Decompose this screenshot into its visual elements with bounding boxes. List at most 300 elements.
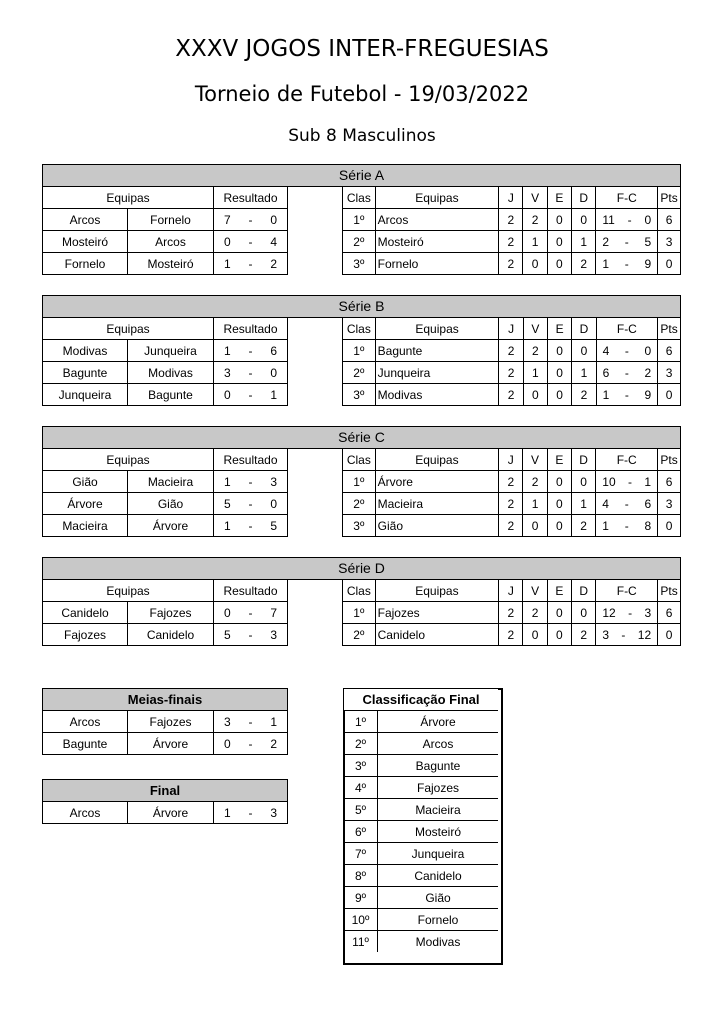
home-team: Mosteiró — [43, 231, 128, 253]
document-subtitle: Torneio de Futebol - 19/03/2022 — [194, 82, 530, 106]
equipas-header: Equipas — [375, 187, 499, 209]
score-away: 1 — [270, 387, 277, 402]
position: 3º — [343, 253, 376, 275]
table-row — [343, 624, 681, 646]
clas-header: Clas — [343, 449, 376, 471]
table-row — [43, 340, 288, 362]
serie-block — [42, 295, 681, 421]
team-name: Modivas — [375, 384, 499, 406]
table-row — [43, 362, 288, 384]
equipas-header: Equipas — [43, 318, 214, 340]
table-row — [343, 515, 681, 537]
score-home: 6 — [602, 365, 610, 380]
e-header: E — [547, 187, 571, 209]
standings-table — [342, 317, 681, 406]
table-row — [344, 733, 498, 755]
team-name: Bagunte — [375, 340, 499, 362]
home-team: Fornelo — [43, 253, 128, 275]
draws: 0 — [547, 471, 571, 493]
points: 3 — [658, 493, 681, 515]
j-header: J — [499, 318, 523, 340]
draws: 0 — [547, 515, 571, 537]
score-home: 1 — [602, 387, 610, 402]
score-home: 1 — [602, 518, 609, 533]
home-team: Gião — [43, 471, 128, 493]
losses: 1 — [571, 493, 595, 515]
score-home: 3 — [224, 365, 231, 380]
score-home: 5 — [224, 627, 231, 642]
score-away: 0 — [270, 365, 277, 380]
table-row — [343, 253, 681, 275]
document-title: XXXV JOGOS INTER-FREGUESIAS — [175, 36, 549, 62]
d-header: D — [572, 580, 596, 602]
away-team: Árvore — [128, 733, 214, 755]
team-name: Fornelo — [378, 909, 499, 931]
home-team: Modivas — [43, 340, 128, 362]
wins: 1 — [523, 231, 547, 253]
home-team: Arcos — [43, 209, 128, 231]
score-separator: - — [624, 496, 629, 511]
score-separator: - — [624, 234, 629, 249]
table-row — [43, 515, 288, 537]
games-played: 2 — [499, 493, 523, 515]
points: 6 — [658, 209, 681, 231]
points: 0 — [658, 384, 681, 406]
position: 7º — [344, 843, 378, 865]
j-header: J — [499, 187, 523, 209]
games-played: 2 — [499, 515, 523, 537]
team-name: Modivas — [378, 931, 499, 953]
final-classification-table — [344, 689, 498, 952]
goals-cell — [596, 209, 658, 231]
score-home: 0 — [224, 736, 231, 751]
table-row — [344, 843, 498, 865]
team-name: Gião — [375, 515, 499, 537]
score-separator: - — [628, 474, 633, 489]
score-away: 6 — [644, 496, 652, 511]
score-away: 9 — [644, 387, 652, 402]
losses: 0 — [572, 602, 596, 624]
score-away: 3 — [270, 474, 277, 489]
wins: 2 — [523, 340, 547, 362]
table-row — [43, 231, 288, 253]
score-home: 5 — [224, 496, 231, 511]
pts-header: Pts — [658, 187, 681, 209]
team-name: Fajozes — [375, 602, 499, 624]
away-team: Junqueira — [128, 340, 214, 362]
goals-cell — [596, 471, 658, 493]
result-cell — [214, 231, 288, 253]
score-separator: - — [248, 518, 253, 533]
score-away: 3 — [270, 627, 277, 642]
clas-header: Clas — [343, 318, 376, 340]
result-cell — [214, 711, 288, 733]
away-team: Árvore — [128, 515, 214, 537]
score-separator: - — [248, 714, 253, 729]
away-team: Mosteiró — [128, 253, 214, 275]
team-name: Junqueira — [378, 843, 499, 865]
score-separator: - — [248, 365, 253, 380]
table-header-row — [43, 318, 288, 340]
away-team: Canidelo — [128, 624, 214, 646]
games-table — [42, 579, 288, 646]
score-separator: - — [248, 343, 253, 358]
team-name: Macieira — [375, 493, 499, 515]
away-team: Gião — [128, 493, 214, 515]
table-row — [43, 624, 288, 646]
team-name: Arcos — [378, 733, 499, 755]
score-separator: - — [621, 627, 626, 642]
wins: 2 — [523, 471, 547, 493]
draws: 0 — [548, 340, 572, 362]
home-team: Bagunte — [43, 362, 128, 384]
table-row — [344, 711, 498, 733]
table-header-row — [343, 187, 681, 209]
table-row — [344, 865, 498, 887]
result-cell — [214, 493, 288, 515]
score-separator: - — [248, 474, 253, 489]
pts-header: Pts — [658, 449, 681, 471]
position: 1º — [343, 602, 376, 624]
serie-title: Série C — [42, 426, 681, 449]
position: 3º — [344, 755, 378, 777]
points: 6 — [658, 471, 681, 493]
resultado-header: Resultado — [214, 449, 288, 471]
table-row — [344, 799, 498, 821]
table-header-row — [343, 580, 681, 602]
table-row — [43, 471, 288, 493]
equipas-header: Equipas — [375, 449, 499, 471]
home-team: Bagunte — [43, 733, 128, 755]
away-team: Arcos — [128, 231, 214, 253]
wins: 1 — [523, 362, 547, 384]
score-away: 5 — [644, 234, 652, 249]
position: 9º — [344, 887, 378, 909]
score-home: 1 — [224, 256, 231, 271]
team-name: Canidelo — [378, 865, 499, 887]
score-away: 0 — [270, 212, 277, 227]
semifinals-table — [42, 688, 288, 755]
table-row — [43, 733, 288, 755]
serie-title: Série A — [42, 164, 681, 187]
equipas-header: Equipas — [43, 449, 214, 471]
table-row — [343, 209, 681, 231]
goals-cell — [596, 515, 658, 537]
draws: 0 — [547, 231, 571, 253]
d-header: D — [572, 187, 596, 209]
team-name: Fornelo — [375, 253, 499, 275]
score-separator: - — [624, 387, 629, 402]
score-home: 1 — [602, 256, 610, 271]
table-row — [43, 253, 288, 275]
score-away: 0 — [270, 496, 277, 511]
serie-title: Série D — [42, 557, 681, 580]
games-played: 2 — [499, 471, 523, 493]
table-header-row — [43, 580, 288, 602]
score-away: 12 — [637, 627, 652, 642]
losses: 2 — [572, 253, 596, 275]
goals-cell — [596, 362, 658, 384]
score-separator: - — [248, 212, 253, 227]
score-home: 0 — [224, 387, 231, 402]
score-separator: - — [248, 387, 253, 402]
away-team: Macieira — [128, 471, 214, 493]
score-away: 4 — [270, 234, 277, 249]
resultado-header: Resultado — [214, 187, 288, 209]
draws: 0 — [548, 362, 572, 384]
score-home: 10 — [602, 474, 616, 489]
score-separator: - — [248, 256, 253, 271]
points: 3 — [658, 362, 681, 384]
games-played: 2 — [499, 362, 523, 384]
draws: 0 — [548, 384, 572, 406]
serie-block — [42, 557, 681, 683]
table-row — [344, 887, 498, 909]
score-home: 3 — [224, 714, 231, 729]
team-name: Macieira — [378, 799, 499, 821]
goals-cell — [596, 340, 658, 362]
score-away: 2 — [270, 256, 277, 271]
table-row — [43, 711, 288, 733]
serie-block — [42, 164, 681, 290]
score-separator: - — [248, 736, 253, 751]
final-title: Final — [43, 780, 288, 802]
standings-table — [342, 579, 681, 646]
position: 6º — [344, 821, 378, 843]
v-header: V — [523, 187, 547, 209]
score-separator: - — [624, 343, 629, 358]
position: 2º — [343, 362, 376, 384]
score-home: 0 — [224, 605, 231, 620]
score-home: 11 — [602, 212, 615, 227]
score-home: 1 — [224, 474, 231, 489]
score-away: 7 — [270, 605, 277, 620]
score-home: 4 — [602, 343, 610, 358]
away-team: Fornelo — [128, 209, 214, 231]
result-cell — [214, 802, 288, 824]
fc-header: F-C — [596, 580, 658, 602]
standings-table — [342, 448, 681, 537]
pts-header: Pts — [658, 580, 681, 602]
standings-table — [342, 186, 681, 275]
score-away: 3 — [644, 605, 652, 620]
score-separator: - — [248, 627, 253, 642]
points: 0 — [658, 515, 681, 537]
position: 3º — [343, 384, 376, 406]
points: 3 — [658, 231, 681, 253]
position: 5º — [344, 799, 378, 821]
score-away: 2 — [644, 365, 652, 380]
points: 0 — [658, 253, 681, 275]
games-played: 2 — [499, 340, 523, 362]
result-cell — [214, 515, 288, 537]
score-away: 0 — [644, 212, 652, 227]
position: 2º — [343, 493, 376, 515]
table-header-row — [343, 318, 681, 340]
table-row — [344, 821, 498, 843]
score-away: 1 — [270, 714, 277, 729]
games-table — [42, 448, 288, 537]
clas-header: Clas — [343, 187, 376, 209]
score-away: 2 — [270, 736, 277, 751]
table-row — [344, 931, 498, 953]
final-table — [42, 779, 288, 824]
position: 2º — [343, 624, 376, 646]
equipas-header: Equipas — [375, 318, 499, 340]
table-row — [43, 384, 288, 406]
result-cell — [214, 624, 288, 646]
fc-header: F-C — [596, 318, 658, 340]
losses: 0 — [571, 471, 595, 493]
result-cell — [214, 362, 288, 384]
home-team: Macieira — [43, 515, 128, 537]
score-away: 0 — [644, 343, 652, 358]
team-name: Arcos — [375, 209, 499, 231]
losses: 1 — [572, 362, 596, 384]
position: 1º — [343, 471, 376, 493]
result-cell — [214, 471, 288, 493]
result-cell — [214, 602, 288, 624]
score-away: 1 — [644, 474, 652, 489]
score-home: 7 — [224, 212, 231, 227]
away-team: Fajozes — [128, 711, 214, 733]
wins: 1 — [523, 493, 547, 515]
losses: 0 — [572, 209, 596, 231]
position: 3º — [343, 515, 376, 537]
score-separator: - — [248, 605, 253, 620]
table-header-row — [343, 449, 681, 471]
table-row — [344, 755, 498, 777]
position: 8º — [344, 865, 378, 887]
table-row — [344, 777, 498, 799]
fc-header: F-C — [596, 449, 658, 471]
home-team: Fajozes — [43, 624, 128, 646]
goals-cell — [596, 253, 658, 275]
home-team: Arcos — [43, 711, 128, 733]
away-team: Modivas — [128, 362, 214, 384]
wins: 0 — [523, 253, 547, 275]
score-separator: - — [624, 518, 629, 533]
table-row — [343, 384, 681, 406]
draws: 0 — [547, 602, 571, 624]
score-home: 12 — [602, 605, 616, 620]
v-header: V — [523, 580, 547, 602]
games-played: 2 — [499, 209, 523, 231]
score-away: 5 — [270, 518, 277, 533]
home-team: Canidelo — [43, 602, 128, 624]
score-separator: - — [627, 212, 632, 227]
losses: 2 — [572, 624, 596, 646]
resultado-header: Resultado — [214, 318, 288, 340]
clas-header: Clas — [343, 580, 376, 602]
team-name: Canidelo — [375, 624, 499, 646]
score-separator: - — [624, 256, 629, 271]
home-team: Arcos — [43, 802, 128, 824]
losses: 1 — [572, 231, 596, 253]
serie-title: Série B — [42, 295, 681, 318]
result-cell — [214, 209, 288, 231]
score-home: 3 — [602, 627, 609, 642]
result-cell — [214, 384, 288, 406]
score-home: 0 — [224, 234, 231, 249]
team-name: Mosteiró — [378, 821, 499, 843]
score-separator: - — [624, 365, 629, 380]
team-name: Fajozes — [378, 777, 499, 799]
draws: 0 — [547, 253, 571, 275]
table-row — [343, 493, 681, 515]
e-header: E — [547, 580, 571, 602]
score-separator: - — [248, 496, 253, 511]
table-header-row — [43, 449, 288, 471]
table-row — [43, 802, 288, 824]
result-cell — [214, 733, 288, 755]
wins: 0 — [523, 384, 547, 406]
home-team: Árvore — [43, 493, 128, 515]
goals-cell — [596, 384, 658, 406]
d-header: D — [572, 318, 596, 340]
goals-cell — [596, 231, 658, 253]
fc-header: F-C — [596, 187, 658, 209]
e-header: E — [548, 318, 572, 340]
draws: 0 — [547, 209, 571, 231]
equipas-header: Equipas — [375, 580, 499, 602]
score-away: 6 — [270, 343, 277, 358]
games-table — [42, 317, 288, 406]
games-played: 2 — [499, 253, 523, 275]
table-row — [43, 209, 288, 231]
result-cell — [214, 340, 288, 362]
category-label: Sub 8 Masculinos — [288, 126, 436, 146]
wins: 0 — [523, 515, 547, 537]
score-home: 1 — [224, 518, 231, 533]
home-team: Junqueira — [43, 384, 128, 406]
j-header: J — [499, 449, 523, 471]
losses: 0 — [572, 340, 596, 362]
table-row — [343, 471, 681, 493]
j-header: J — [499, 580, 523, 602]
goals-cell — [596, 624, 658, 646]
score-home: 1 — [224, 343, 231, 358]
score-home: 2 — [602, 234, 610, 249]
wins: 0 — [523, 624, 547, 646]
final-classification-title: Classificação Final — [344, 689, 498, 711]
position: 2º — [343, 231, 376, 253]
position: 1º — [344, 711, 378, 733]
semifinals-title: Meias-finais — [43, 689, 288, 711]
score-home: 4 — [602, 496, 609, 511]
table-row — [343, 602, 681, 624]
draws: 0 — [547, 624, 571, 646]
goals-cell — [596, 493, 658, 515]
position: 1º — [343, 209, 376, 231]
wins: 2 — [523, 209, 547, 231]
games-played: 2 — [499, 602, 523, 624]
losses: 2 — [571, 515, 595, 537]
team-name: Bagunte — [378, 755, 499, 777]
score-away: 9 — [644, 256, 652, 271]
serie-block — [42, 426, 681, 552]
team-name: Junqueira — [375, 362, 499, 384]
points: 6 — [658, 602, 681, 624]
losses: 2 — [572, 384, 596, 406]
position: 2º — [344, 733, 378, 755]
position: 4º — [344, 777, 378, 799]
table-row — [43, 493, 288, 515]
goals-cell — [596, 602, 658, 624]
table-row — [43, 602, 288, 624]
score-home: 1 — [224, 805, 231, 820]
equipas-header: Equipas — [43, 580, 214, 602]
